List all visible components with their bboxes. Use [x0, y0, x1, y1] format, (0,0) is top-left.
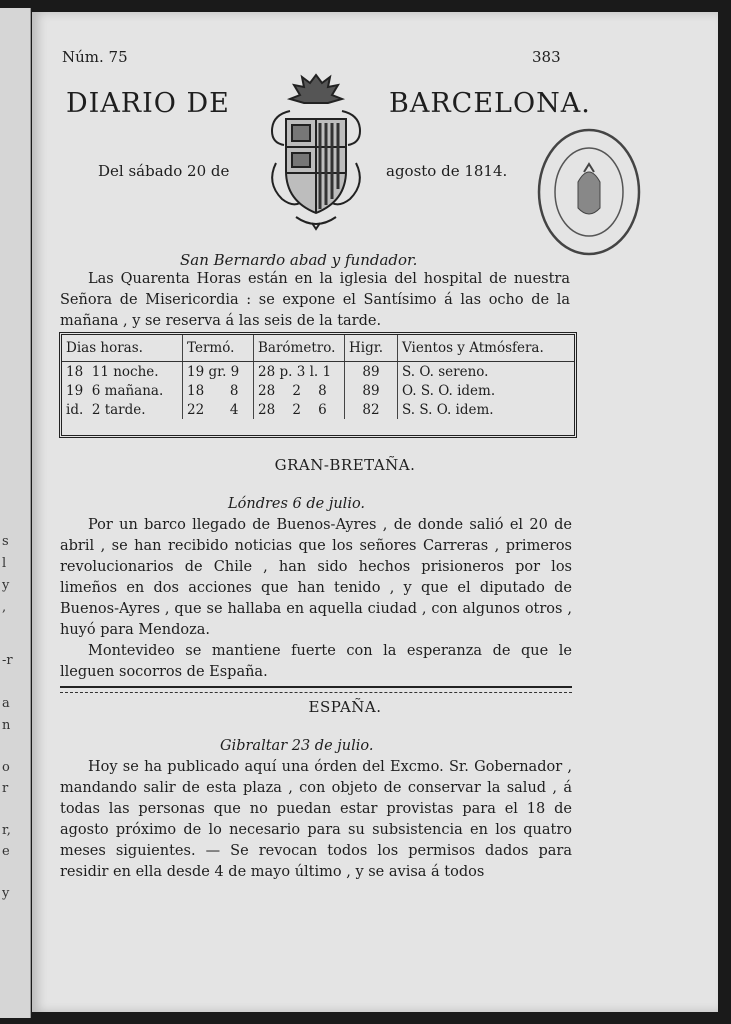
intro-paragraph: Las Quarenta Horas están en la iglesia del hospital de nuestra Señora de Misericordia : se expone el Santísimo á las ocho de la mañana , y se reserva á las seis de la tarde. [60, 271, 570, 329]
section-heading: ESPAÑA. [308, 698, 382, 716]
table-cell: 82 [345, 400, 398, 419]
left-page-fragment: , [2, 600, 7, 615]
masthead-title-left: DIARIO DE [66, 88, 230, 119]
adjacent-page-edge [0, 8, 31, 1018]
table-cell: O. S. O. idem. [398, 381, 575, 400]
article-paragraph: Por un barco llegado de Buenos-Ayres , de donde salió el 20 de abril , se han recibido noticias que los señores Carreras , primeros revolucionarios de Chile , han sido hechos prisioneros por los limeños en dos acciones que han tenido , y que el diputado de Buenos-Ayres , que se hallaba en aquella ciudad , con algunos otros , huyó para Mendoza. [60, 517, 572, 638]
article-paragraph: Montevideo se mantiene fuerte con la esperanza de que le lleguen socorros de España. [60, 643, 572, 680]
coat-of-arms-icon [256, 67, 376, 232]
newspaper-page [32, 12, 718, 1012]
left-page-fragment: y [2, 578, 10, 593]
left-page-fragment: e [2, 844, 10, 859]
table-cell: 89 [345, 362, 398, 382]
date-line-left: Del sábado 20 de [98, 162, 230, 180]
dateline: Gibraltar 23 de julio. [220, 738, 374, 754]
left-page-fragment: r [2, 781, 9, 796]
table-header-cell: Termó. [183, 335, 254, 362]
date-line-right: agosto de 1814. [386, 162, 508, 180]
left-page-fragment: s [2, 534, 9, 549]
left-page-fragment: r, [2, 823, 11, 838]
weather-table [59, 332, 577, 438]
table-header-cell: Vientos y Atmósfera. [398, 335, 575, 362]
table-cell: id. 2 tarde. [66, 401, 146, 418]
library-stamp-icon [534, 122, 644, 262]
table-cell: 22 4 [183, 400, 254, 419]
article-paragraph: Hoy se ha publicado aquí una órden del Excmo. Sr. Gobernador , mandando salir de esta plaza , con objeto de conservar la salud , á todas las personas que no puedan estar provistas para el 18 de agosto próximo de lo necesario para su subsistencia en los quatro meses siguientes. — Se revocan todos los permisos dados para residir en ella desde 4 de mayo último , y se avisa á todos [60, 759, 572, 880]
page-number: 383 [532, 48, 561, 66]
table-cell: S. O. sereno. [398, 362, 575, 382]
table-row [62, 381, 574, 400]
issue-number: Núm. 75 [62, 48, 128, 66]
left-page-fragment: -r [2, 653, 13, 668]
article-body [60, 757, 572, 883]
article-body [60, 515, 572, 683]
table-cell: 28 2 8 [254, 381, 345, 400]
table-header-cell: Dias horas. [62, 335, 183, 362]
left-page-fragment: a [2, 696, 10, 711]
table-cell: 18 8 [183, 381, 254, 400]
table-cell: 89 [345, 381, 398, 400]
left-page-fragment: n [2, 718, 11, 733]
intro-notice [60, 269, 570, 332]
section-divider [60, 686, 572, 693]
masthead-title-right: BARCELONA. [389, 88, 591, 119]
table-cell: 19 gr. 9 [183, 362, 254, 382]
table-cell: 28 p. 3 l. 1 [254, 362, 345, 382]
table-header-cell: Barómetro. [254, 335, 345, 362]
table-row [62, 400, 574, 419]
table-cell: 28 2 6 [254, 400, 345, 419]
table-header-row [62, 335, 574, 362]
section-heading: GRAN-BRETAÑA. [274, 456, 416, 474]
table-row [62, 362, 574, 382]
left-page-fragment: y [2, 886, 10, 901]
table-cell: 18 11 noche. [66, 363, 159, 380]
left-page-fragment: o [2, 760, 10, 775]
saint-of-day: San Bernardo abad y fundador. [180, 251, 418, 269]
dateline: Lóndres 6 de julio. [228, 496, 366, 512]
table-cell: S. S. O. idem. [398, 400, 575, 419]
left-page-fragment: l [2, 556, 7, 571]
table-header-cell: Higr. [345, 335, 398, 362]
table-cell: 19 6 mañana. [66, 382, 164, 399]
